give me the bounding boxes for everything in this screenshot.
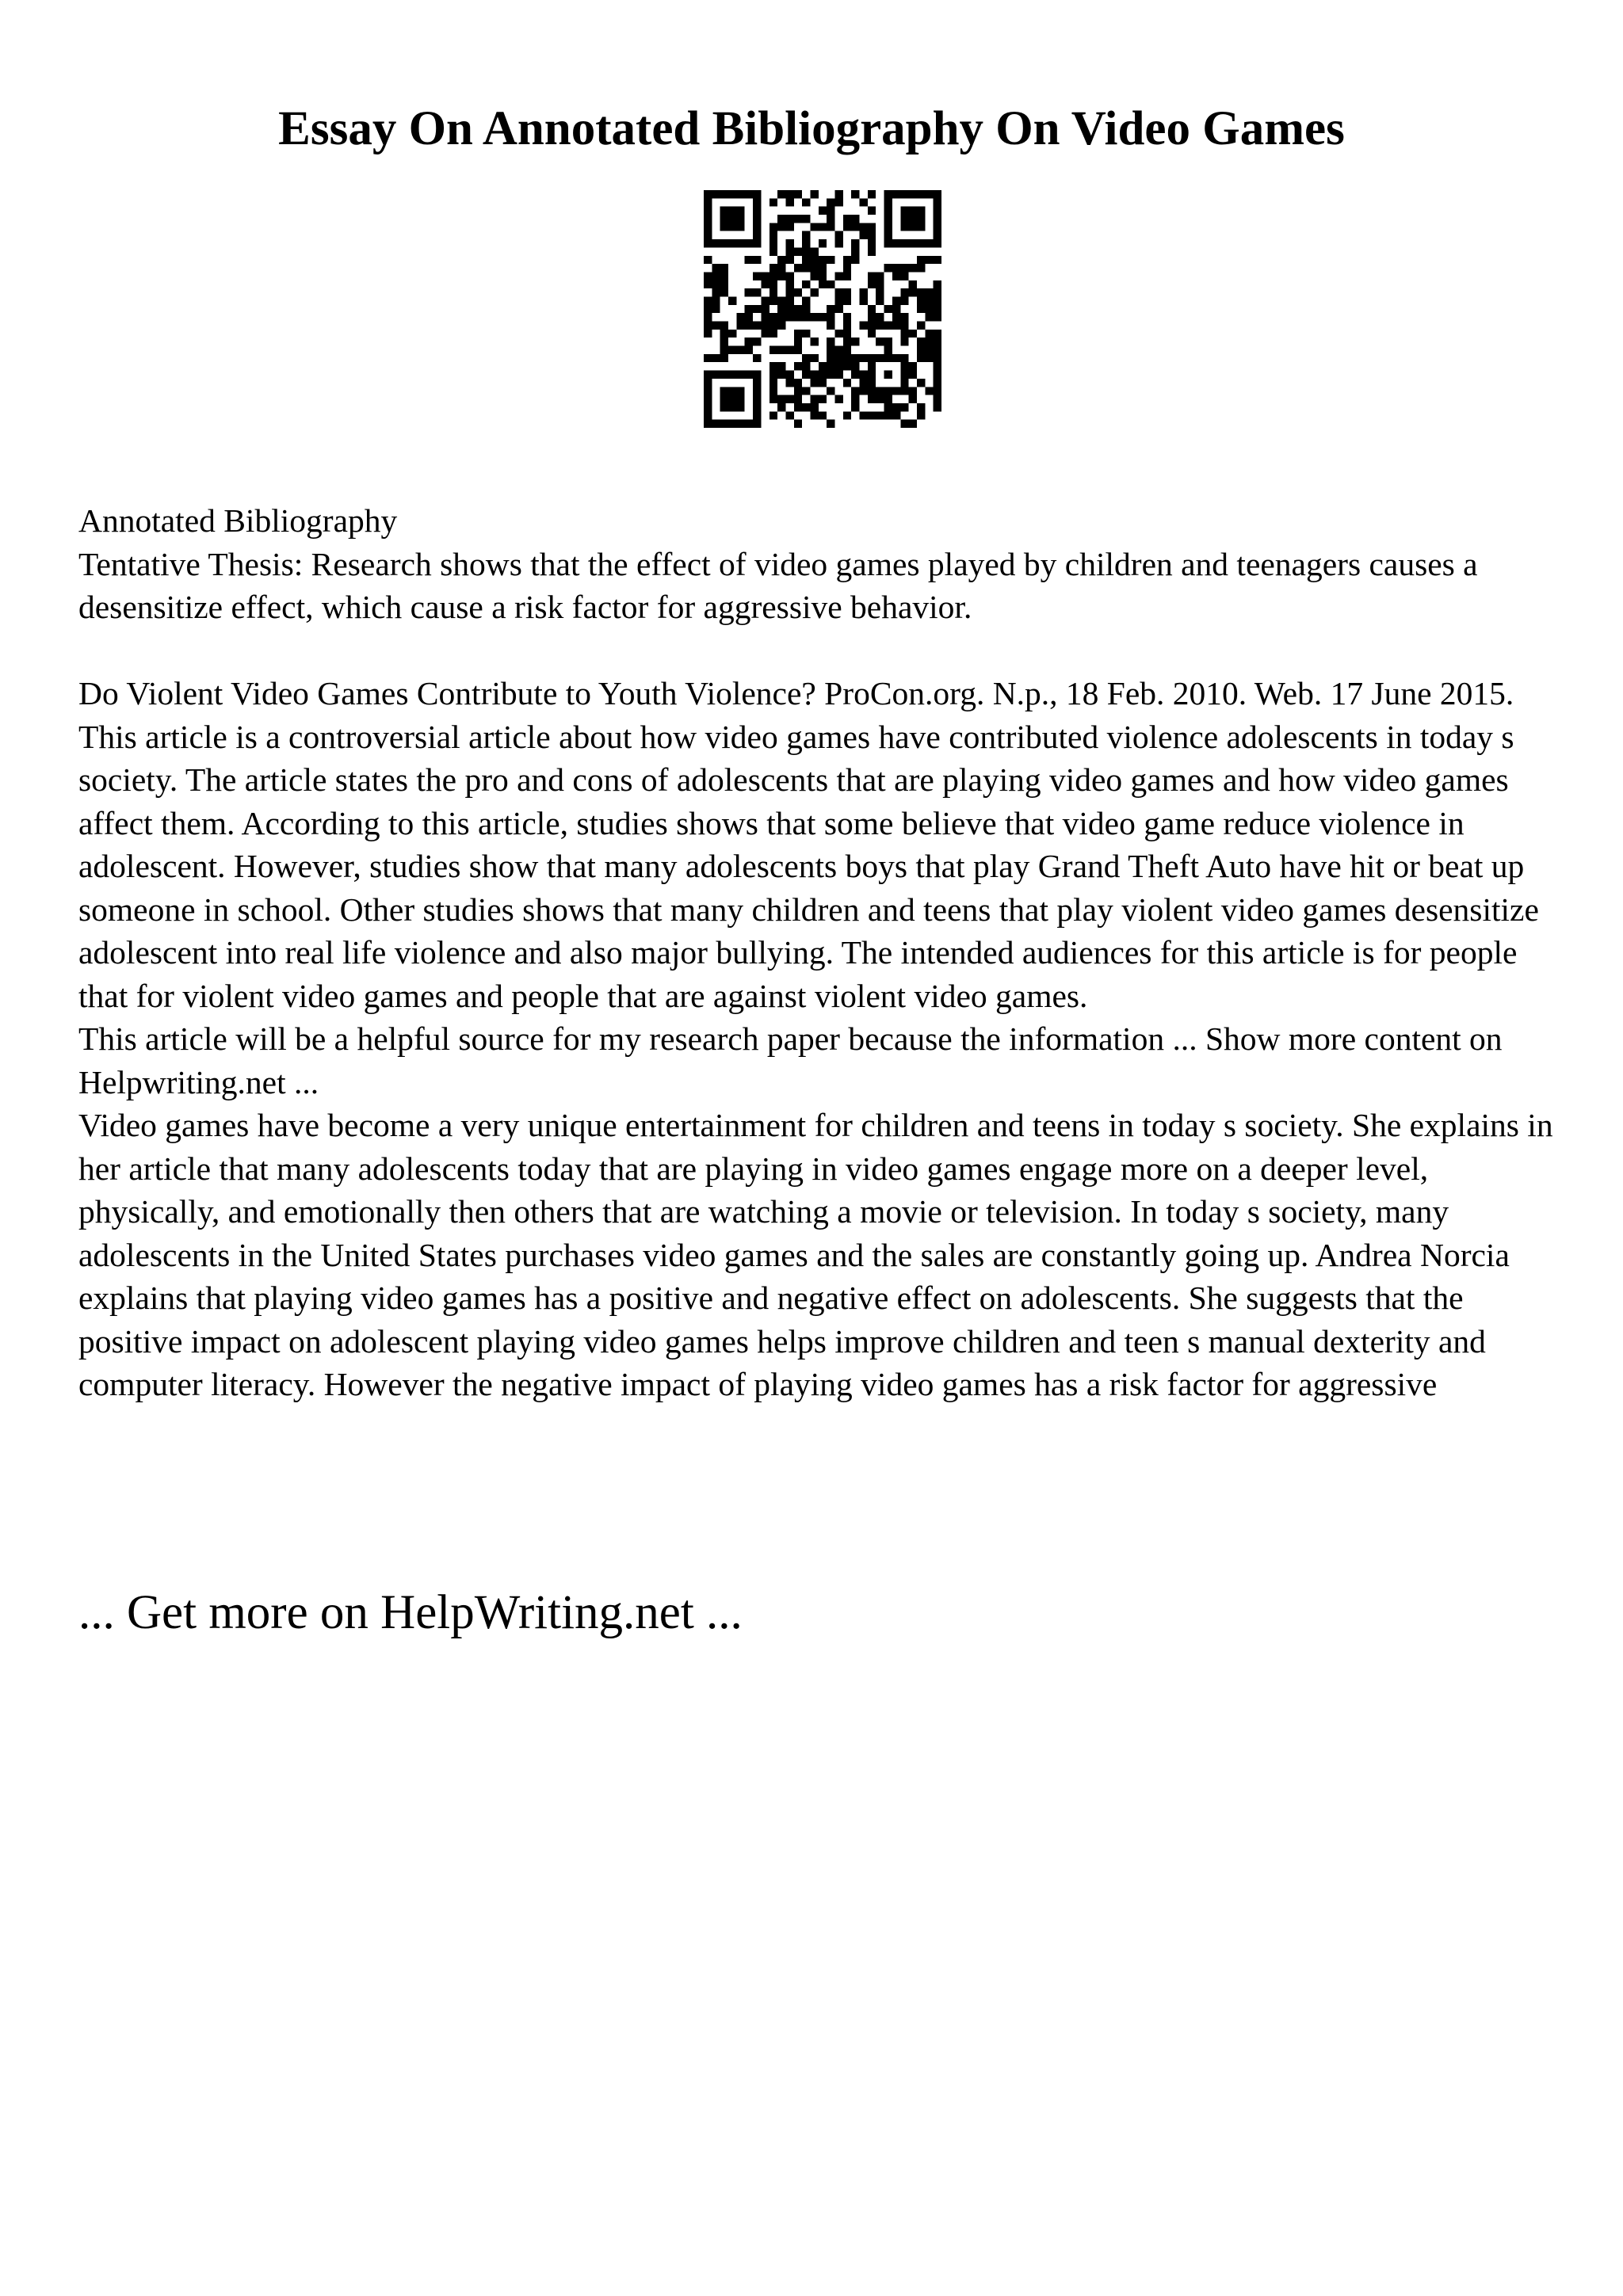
qr-code-icon: [704, 190, 941, 428]
tentative-thesis: Tentative Thesis: Research shows that the effect of video games played by children and teenagers causes a desensitize effect, which cause a risk factor for aggressive behavior.: [78, 545, 1478, 625]
continuation-paragraph: Video games have become a very unique entertainment for children and teens in today s society. She explains in her article that many adolescents today that are playing in video games engage more on a deeper level, physically, and emotionally then others that are watching a movie or television. In today s society, many adolescents in the United States purchases video games and the sales are constantly going up. Andrea Norcia explains that playing video games has a positive and negative effect on adolescents. She suggests that the positive impact on adolescent playing video games helps improve children and teen s manual dexterity and computer literacy. However the negative impact of playing video games has a risk factor for aggressive: [78, 1107, 1553, 1402]
source-evaluation: This article will be a helpful source for my research paper because the information ... Show more content on Helpwriting.net ...: [78, 1020, 1503, 1100]
article-summary: This article is a controversial article about how video games have contributed violence adolescents in today s society. The article states the pro and cons of adolescents that are playing video games and how video games affect them. According to this article, studies shows that some believe that video game reduce violence in adolescent. However, studies show that many adolescents boys that play Grand Theft Auto have hit or beat up someone in school. Other studies shows that many children and teens that play violent video games desensitize adolescent into real life violence and also major bullying. The intended audiences for this article is for people that for violent video games and people that are against violent video games.: [78, 718, 1539, 1014]
document-body: [78, 499, 1568, 1406]
paragraph-gap: [78, 629, 1568, 673]
document-title: Essay On Annotated Bibliography On Video Games: [278, 102, 1345, 155]
get-more-link[interactable]: ... Get more on HelpWriting.net ...: [78, 1586, 743, 1639]
bibliography-heading: Annotated Bibliography: [78, 502, 398, 539]
citation-entry: Do Violent Video Games Contribute to Youth Violence? ProCon.org. N.p., 18 Feb. 2010. Web. 17 June 2015.: [78, 675, 1514, 711]
